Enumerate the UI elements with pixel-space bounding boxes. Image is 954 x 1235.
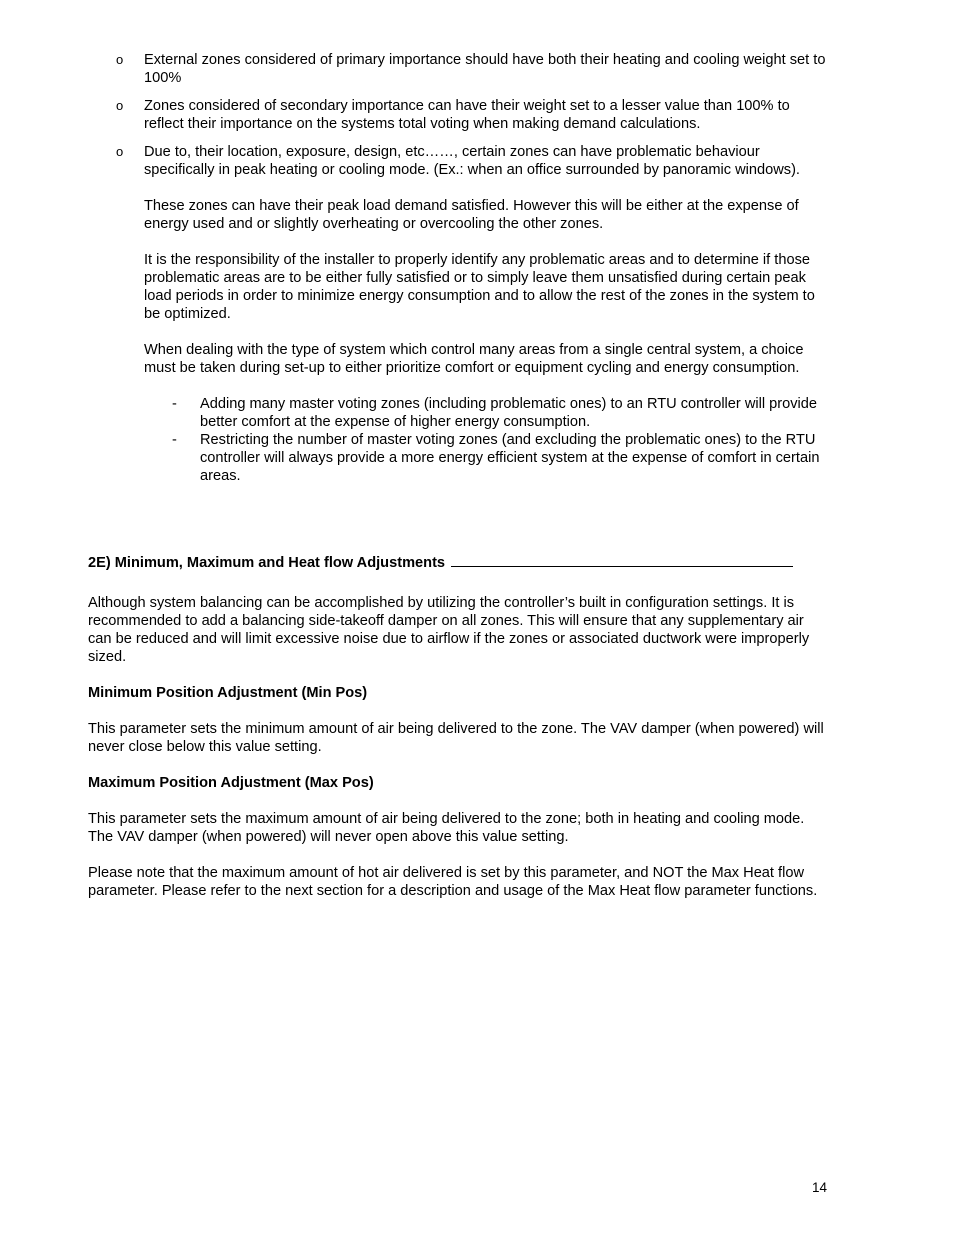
- bullet-paragraph: These zones can have their peak load demand satisfied. However this will be either at the expense of energy used and or slightly overheating or overcooling the other zones.: [144, 198, 799, 232]
- max-heat-note: Please note that the maximum amount of hot air delivered is set by this parameter, and NOT the Max Heat flow parameter. Please refer to the next section for a description and usage of the Max Heat flow parameter functions.: [88, 865, 818, 899]
- dash-item-text: Adding many master voting zones (including problematic ones) to an RTU controller will provide better comfort at the expense of higher energy consumption.: [200, 396, 818, 430]
- dash-marker: -: [172, 432, 177, 448]
- bullet-text: Zones considered of secondary importance can have their weight set to a lesser value than 100% to reflect their importance on the systems total voting when making demand calculations.: [144, 98, 790, 132]
- section-heading-text: 2E) Minimum, Maximum and Heat flow Adjustments: [88, 555, 446, 571]
- list-item: [116, 143, 832, 485]
- list-item: [116, 51, 832, 87]
- heading-rule: [451, 566, 793, 567]
- list-item: [116, 97, 832, 133]
- section-intro: Although system balancing can be accomplished by utilizing the controller’s built in configuration settings. It is recommended to add a balancing side-takeoff damper on all zones. This will ensure that any supplementary air can be reduced and will limit excessive noise due to airflow if the zones or associated ductwork were improperly sized.: [88, 595, 810, 665]
- min-pos-heading: Minimum Position Adjustment (Min Pos): [88, 685, 368, 701]
- bullet-text: External zones considered of primary importance should have both their heating and cooling weight set to 100%: [144, 52, 826, 86]
- dash-list-item: [144, 395, 832, 431]
- dash-list-item: [144, 431, 832, 485]
- dash-marker: -: [172, 396, 177, 412]
- bullet-list: [116, 51, 832, 495]
- bullet-marker: o: [116, 144, 124, 159]
- page-number: 14: [812, 1180, 828, 1195]
- max-pos-heading: Maximum Position Adjustment (Max Pos): [88, 775, 374, 791]
- bullet-paragraph: It is the responsibility of the installer to properly identify any problematic areas and to determine if those problematic areas are to be either fully satisfied or to simply leave them unsatisfied during certain peak load periods in order to minimize energy consumption and to allow the rest of the zones in the system to be optimized.: [144, 252, 815, 322]
- dash-list: [144, 395, 832, 485]
- dash-item-text: Restricting the number of master voting zones (and excluding the problematic ones) to the RTU controller will always provide a more energy efficient system at the expense of comfort in certain areas.: [200, 432, 820, 484]
- bullet-paragraph: When dealing with the type of system which control many areas from a single central system, a choice must be taken during set-up to either prioritize comfort or equipment cycling and energy consumption.: [144, 342, 804, 376]
- bullet-marker: o: [116, 98, 124, 113]
- min-pos-text: This parameter sets the minimum amount of air being delivered to the zone. The VAV damper (when powered) will never close below this value setting.: [88, 721, 824, 755]
- section-heading: [88, 554, 828, 572]
- max-pos-text: This parameter sets the maximum amount of air being delivered to the zone; both in heating and cooling mode. The VAV damper (when powered) will never open above this value setting.: [88, 811, 805, 845]
- bullet-marker: o: [116, 52, 124, 67]
- bullet-text: Due to, their location, exposure, design, etc……, certain zones can have problematic behaviour specifically in peak heating or cooling mode. (Ex.: when an office surrounded by panoramic windows).: [144, 144, 800, 178]
- section-2e: [88, 554, 828, 900]
